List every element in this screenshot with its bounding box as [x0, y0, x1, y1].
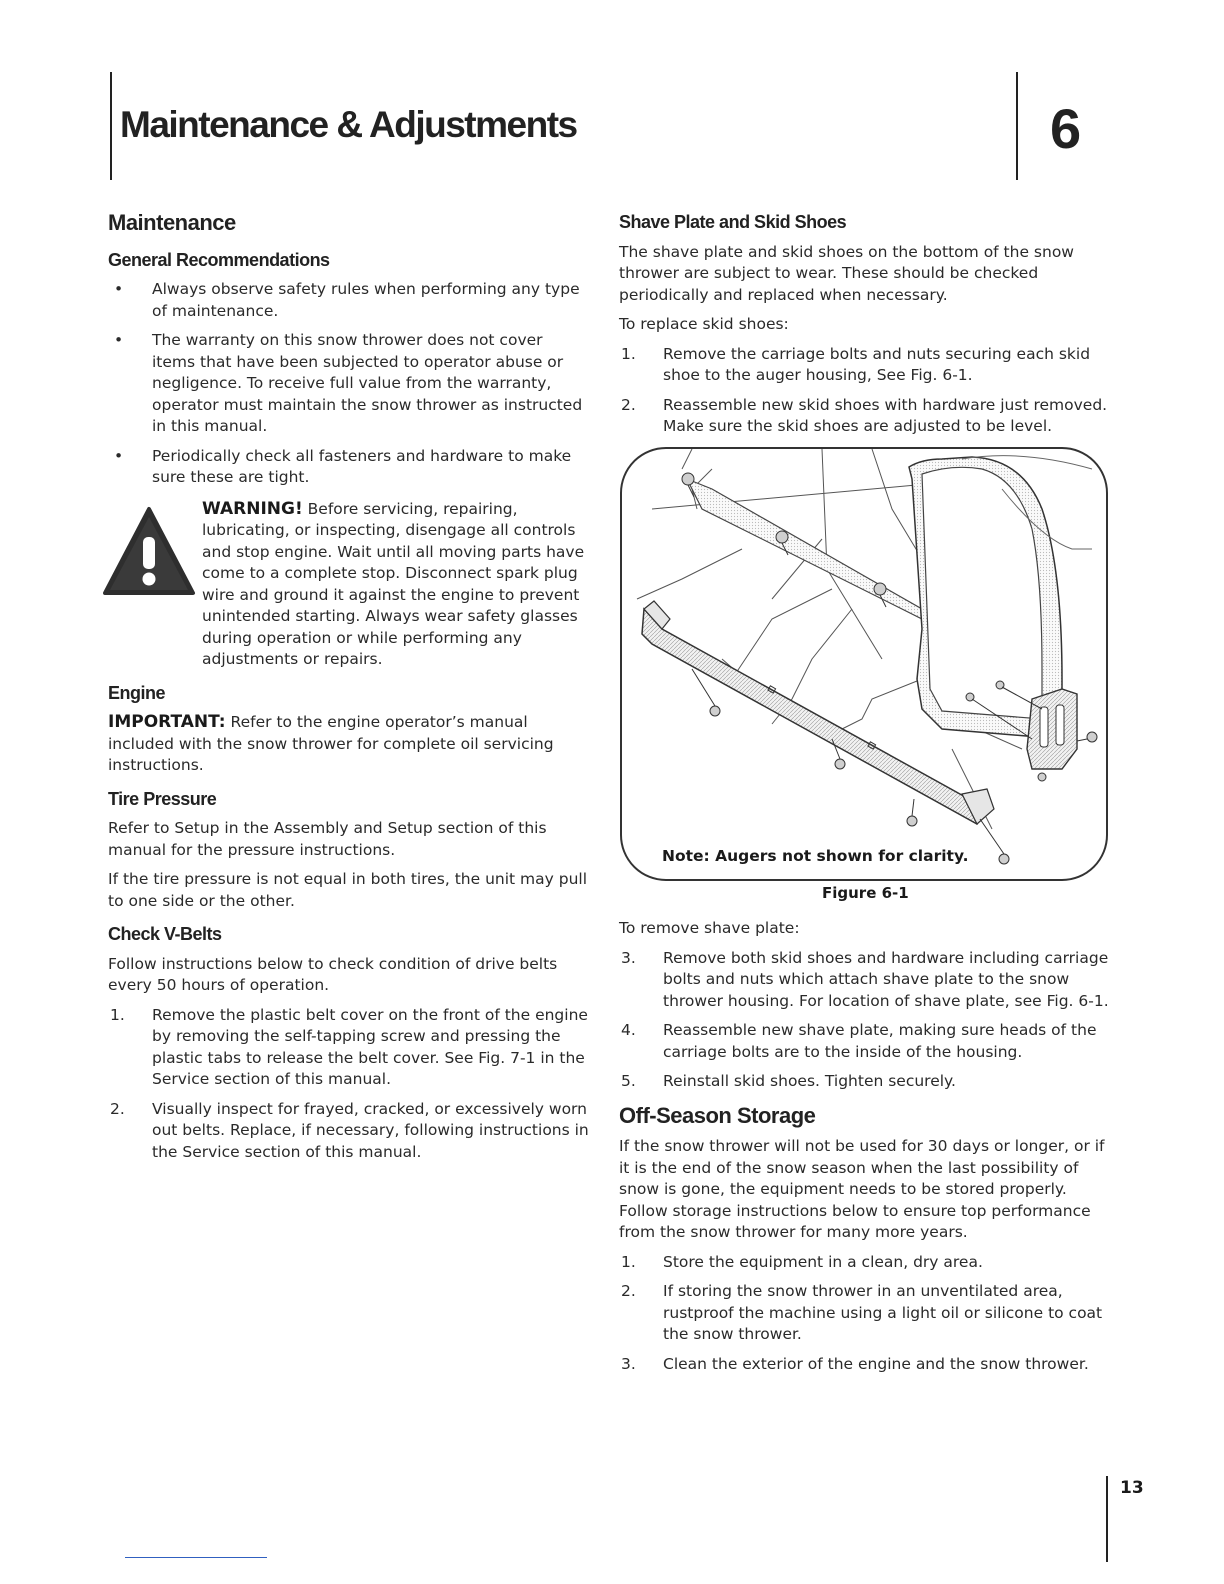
- list-item: [619, 1020, 1111, 1063]
- warning-block: [108, 499, 590, 671]
- page-title: Maintenance & Adjustments: [120, 104, 577, 145]
- bullet-marker: •: [114, 280, 124, 298]
- subheading-general-recommendations: General Recommendations: [108, 249, 330, 270]
- belts-intro: Follow instructions below to check condition of drive belts every 50 hours of operation.: [108, 954, 558, 994]
- subheading-shave-plate: Shave Plate and Skid Shoes: [619, 212, 847, 232]
- step-number: 2.: [621, 395, 636, 414]
- list-item: [108, 446, 590, 489]
- list-item: [619, 1071, 1111, 1093]
- step-text: Reinstall skid shoes. Tighten securely.: [663, 1072, 956, 1090]
- step-text: Clean the exterior of the engine and the snow thrower.: [663, 1354, 1089, 1373]
- page-number: 13: [1120, 1478, 1144, 1498]
- figure-caption: Figure 6-1: [822, 884, 909, 902]
- step-text: If storing the snow thrower in an unventilated area, rustproof the machine using a light oil or silicone to coat the snow thrower.: [663, 1282, 1103, 1343]
- step-number: 2.: [110, 1099, 125, 1118]
- step-number: 5.: [621, 1072, 636, 1090]
- warning-text: [202, 499, 590, 671]
- subheading-check-v-belts: Check V-Belts: [108, 924, 222, 944]
- replace-label: To replace skid shoes:: [619, 315, 789, 333]
- figure-6-1: [620, 447, 1108, 881]
- step-number: 1.: [621, 1252, 636, 1271]
- warning-label: WARNING!: [202, 498, 303, 519]
- header-right-rule: [1016, 72, 1018, 180]
- chapter-number: 6: [1050, 97, 1082, 160]
- list-item: [619, 395, 1111, 438]
- list-item: [619, 1281, 1111, 1346]
- warning-body: Before servicing, repairing, lubricating, or inspecting, disengage all controls and stop engine. Wait until all moving parts have come to a complete stop. Disconnect spark plug wire and ground it against the engine to prevent unintended starting. Always wear safety glasses during operation or while performing any adjustments or repairs.: [202, 499, 585, 668]
- step-text: Remove the carriage bolts and nuts securing each skid shoe to the auger housing, See Fig. 6-1.: [663, 344, 1091, 384]
- right-column-top: [619, 212, 1111, 438]
- engine-text: [108, 712, 590, 777]
- step-text: Visually inspect for frayed, cracked, or excessively worn out belts. Replace, if necessary, following instructions in the Service section of this manual.: [152, 1099, 589, 1161]
- shave-intro: The shave plate and skid shoes on the bottom of the snow thrower are subject to wear. These should be checked periodically and replaced when necessary.: [619, 242, 1074, 304]
- step-number: 1.: [621, 344, 636, 363]
- important-label: IMPORTANT:: [108, 712, 226, 732]
- step-number: 3.: [621, 1354, 636, 1373]
- list-item: [108, 1005, 590, 1091]
- bullet-text: Always observe safety rules when performing any type of maintenance.: [152, 280, 580, 320]
- bullet-text: The warranty on this snow thrower does not cover items that have been subjected to operator abuse or negligence. To receive full value from the warranty, operator must maintain the snow thrower as instructed in this manual.: [152, 331, 583, 435]
- header-left-rule: [110, 72, 112, 180]
- step-number: 2.: [621, 1282, 636, 1300]
- step-text: Reassemble new skid shoes with hardware just removed. Make sure the skid shoes are adjusted to be level.: [663, 395, 1108, 435]
- skid-shoe-diagram: [622, 449, 1106, 879]
- tire-paragraph: Refer to Setup in the Assembly and Setup section of this manual for the pressure instructions.: [108, 819, 547, 859]
- engine-body: Refer to the engine operator’s manual included with the snow thrower for complete oil servicing instructions.: [108, 713, 554, 774]
- tire-paragraph: If the tire pressure is not equal in both tires, the unit may pull to one side or the other.: [108, 870, 588, 910]
- step-text: Store the equipment in a clean, dry area.: [663, 1252, 983, 1271]
- list-item: [108, 279, 590, 322]
- figure-note: Note: Augers not shown for clarity.: [662, 847, 969, 865]
- footer-rule: [1106, 1476, 1108, 1562]
- step-number: 4.: [621, 1021, 636, 1039]
- bullet-marker: •: [114, 331, 124, 349]
- subheading-tire-pressure: Tire Pressure: [108, 788, 217, 809]
- right-column-bottom: [619, 918, 1111, 1375]
- list-item: [619, 1252, 1111, 1274]
- list-item: [619, 344, 1111, 387]
- section-heading-maintenance: Maintenance: [108, 210, 236, 235]
- step-text: Reassemble new shave plate, making sure heads of the carriage bolts are to the inside of the housing.: [663, 1021, 1097, 1061]
- list-item: [108, 1099, 590, 1164]
- subheading-engine: Engine: [108, 682, 166, 703]
- list-item: [619, 948, 1111, 1013]
- bullet-text: Periodically check all fasteners and hardware to make sure these are tight.: [152, 446, 572, 486]
- storage-intro: If the snow thrower will not be used for 30 days or longer, or if it is the end of the snow season when the last possibility of snow is gone, the equipment needs to be stored properly. Follow storage instructions below to ensure top performance from the snow thrower for many more years.: [619, 1137, 1105, 1241]
- list-item: [108, 330, 590, 438]
- left-column: [108, 212, 590, 1163]
- warning-triangle-icon: [102, 505, 196, 601]
- step-text: Remove the plastic belt cover on the front of the engine by removing the self-tapping screw and pressing the plastic tabs to release the belt cover. See Fig. 7-1 in the Service section of this manual.: [152, 1005, 588, 1088]
- remove-label: To remove shave plate:: [619, 919, 800, 937]
- section-heading-off-season-storage: Off-Season Storage: [619, 1102, 816, 1128]
- step-number: 1.: [110, 1005, 125, 1024]
- step-text: Remove both skid shoes and hardware including carriage bolts and nuts which attach shave plate to the snow thrower housing. For location of shave plate, see Fig. 6-1.: [663, 948, 1109, 1010]
- footer-blue-line: [125, 1557, 267, 1558]
- bullet-marker: •: [114, 446, 124, 465]
- list-item: [619, 1354, 1111, 1376]
- step-number: 3.: [621, 948, 636, 967]
